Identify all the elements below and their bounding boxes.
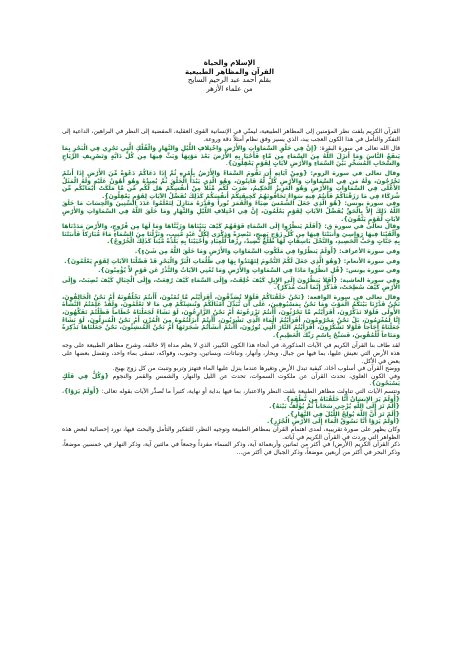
paragraph: وفي الكون العلوي، تحدث القرآن عن ملكوت السموات، تحدث عن الليل والنهار، والشمس والقمر والنجوم {وَكُلٌّ فِي فَلَكٍ يَسْبَحُونَ}. <box>62 372 400 388</box>
paragraph: وتتسم الآيات التي تناولت مظاهر الطبيعة بلفت النظر والاعتبار، بما فيها بداية أو نهاية، كتبرأ ما تُصدِّر الآيات بقوله تعالى: {أَوَلَمْ يَرَوْا}، {أَوَلَمْ يَرَ الإِنسَانُ أَنَّا خَلَقْنَاهُ مِن نُّطْفَةٍ}. <box>62 388 400 403</box>
paragraph: {أَلَمْ تَرَ إِلَى اللَّهِ يُزْجِي سَحَاباً ثُمَّ يُؤَلِّفُ بَيْنَهُ}. <box>269 403 400 411</box>
paragraph: ذكر القرآن الكريم (الأرض) في أكثر من ثمانين وأربعمائة آية، وذكر السماء مفرداً وجمعاً في مائتين آية، وذكر النهار في خمسين موضعاً، وذكر البحر في أكثر من أربعين موضعاً، وذكر الجبال في أكثر من... <box>62 441 400 456</box>
paragraph: وقال تعالى في سورة الواقعة: {نَحْنُ خَلَقْنَاكُمْ فَلَوْلا تُصَدِّقُونَ، أَفَرَأَيْتُم مَّا تُمْنُونَ، أَأَنتُمْ تَخْلُقُونَهُ أَمْ نَحْنُ الْخَالِقُونَ، نَحْنُ قَدَّرْنَا بَيْنَكُمُ الْمَوْتَ وَمَا نَحْنُ بِمَسْبُوقِينَ، عَلَى أَن نُّبَدِّلَ أَمْثَالَكُمْ وَنُنشِئَكُمْ فِي مَا لا تَعْلَمُونَ، وَلَقَدْ عَلِمْتُمُ النَّشْأَةَ الأُولَى فَلَوْلا تَذَكَّرُونَ، أَفَرَأَيْتُم مَّا تَحْرُثُونَ، أَأَنتُمْ تَزْرَعُونَهُ أَمْ نَحْنُ الزَّارِعُونَ، لَوْ نَشَاءُ لَجَعَلْنَاهُ حُطَاماً فَظَلْتُمْ تَفَكَّهُونَ، إِنَّا لَمُغْرَمُونَ، بَلْ نَحْنُ مَحْرُومُونَ، أَفَرَأَيْتُمُ الْمَاءَ الَّذِي تَشْرَبُونَ، أَأَنتُمْ أَنزَلْتُمُوهُ مِنَ الْمُزْنِ أَمْ نَحْنُ الْمُنزِلُونَ، لَوْ نَشَاءُ جَعَلْنَاهُ أُجَاجاً فَلَوْلا تَشْكُرُونَ، أَفَرَأَيْتُمُ النَّارَ الَّتِي تُورُونَ، أَأَنتُمْ أَنشَأْتُمْ شَجَرَتَهَا أَمْ نَحْنُ الْمُنشِئُونَ، نَحْنُ جَعَلْنَاهَا تَذْكِرَةً وَمَتَاعاً لِّلْمُقْوِينَ، فَسَبِّحْ بِاسْمِ رَبِّكَ الْعَظِيمِ}. <box>62 293 400 339</box>
verse-quote: {أَوَلَمْ يَرَوْا} <box>63 388 100 395</box>
paragraph: وفي سورة الأنعام: {وَهُوَ الَّذِي جَعَلَ لَكُمُ النُّجُومَ لِتَهْتَدُوا بِهَا فِي ظُلُمَاتِ الْبَرِّ وَالْبَحْرِ قَدْ فَصَّلْنَا الآيَاتِ لِقَوْمٍ يَعْلَمُونَ}. <box>64 257 400 265</box>
paragraph: وفي سورة الغاشية: {أَفَلاَ يَنظُرُونَ إِلَى الإِبِلِ كَيْفَ خُلِقَتْ، وَإِلَى السَّمَاءِ كَيْفَ رُفِعَتْ، وَإِلَى الْجِبَالِ كَيْفَ نُصِبَتْ، وَإِلَى الأَرْضِ كَيْفَ سُطِحَتْ، فَذَكِّرْ إِنَّمَا أَنتَ مُذَكِّرٌ}. <box>62 276 400 292</box>
verse-quote: {وَكُلٌّ فِي فَلَكٍ يَسْبَحُونَ} <box>62 372 400 388</box>
paragraph: وفي سورة يونس: {هُوَ الَّذِي جَعَلَ الشَّمْسَ ضِيَاءً وَالْقَمَرَ نُوراً وَقَدَّرَهُ مَنَازِلَ لِتَعْلَمُوا عَدَدَ السِّنِينَ وَالْحِسَابَ مَا خَلَقَ اللَّهُ ذَلِكَ إِلاَّ بِالْحَقِّ يُفَصِّلُ الآيَاتِ لِقَوْمٍ يَعْلَمُونَ، إِنَّ فِي اخْتِلافِ اللَّيْلِ وَالنَّهَارِ وَمَا خَلَقَ اللَّهُ فِي السَّمَاوَاتِ وَالأَرْضِ لآيَاتٍ لِّقَوْمٍ يَتَّقُونَ}. <box>62 200 400 223</box>
paragraph: وفي سورة يونس: {قُلِ انظُرُوا مَاذَا فِي السَّمَاوَاتِ وَالأَرْضِ وَمَا تُغْنِي الآيَاتُ وَالنُّذُرُ عَن قَوْمٍ لاَّ يُؤْمِنُونَ}. <box>98 267 400 275</box>
article-body <box>62 128 400 456</box>
verse-quote: {إِنَّ فِي خَلْقِ السَّمَاوَاتِ وَالأَرْضِ وَاخْتِلافِ اللَّيْلِ وَالنَّهَارِ وَالْفُلْكِ الَّتِي تَجْرِي فِي الْبَحْرِ بِمَا يَنفَعُ النَّاسَ وَمَا أَنزَلَ اللَّهُ مِنَ السَّمَاءِ مِن مَّاءٍ فَأَحْيَا بِهِ الأَرْضَ بَعْدَ مَوْتِهَا وَبَثَّ فِيهَا مِن كُلِّ دَابَّةٍ وَتَصْرِيفِ الرِّيَاحِ وَالسَّحَابِ الْمُسَخَّرِ بَيْنَ السَّمَاءِ وَالأَرْضِ لآيَاتٍ لِقَوْمٍ يَعْقِلُونَ} <box>62 145 400 168</box>
author-line: بقلم أحمد عبد الرحيم السايح <box>187 76 272 85</box>
verse-quote: {أَوَلَمْ يَرَ الإِنسَانُ أَنَّا خَلَقْنَاهُ مِن نُّطْفَةٍ} <box>285 395 400 403</box>
article-subtitle: القرآن والمظاهر الطبيعية <box>184 67 274 76</box>
paragraph: {أَلَمْ تَرَ أَنَّ اللَّهَ يُولِجُ اللَّيْلَ فِي النَّهَارِ}. <box>287 410 400 418</box>
paragraph: قال الله تعالى في سورة البقرة: {إِنَّ فِي خَلْقِ السَّمَاوَاتِ وَالأَرْضِ وَاخْتِلافِ اللَّيْلِ وَالنَّهَارِ وَالْفُلْكِ الَّتِي تَجْرِي فِي الْبَحْرِ بِمَا يَنفَعُ النَّاسَ وَمَا أَنزَلَ اللَّهُ مِنَ السَّمَاءِ مِن مَّاءٍ فَأَحْيَا بِهِ الأَرْضَ بَعْدَ مَوْتِهَا وَبَثَّ فِيهَا مِن كُلِّ دَابَّةٍ وَتَصْرِيفِ الرِّيَاحِ وَالسَّحَابِ الْمُسَخَّرِ بَيْنَ السَّمَاءِ وَالأَرْضِ لآيَاتٍ لِقَوْمٍ يَعْقِلُونَ}. <box>62 145 400 168</box>
paragraph: القرآن الكريم يلفت نظر المؤمنين إلى المظاهر الطبيعية، ليمنّي في الإنسانية القوى العقلية، المفضية إلى النظر في البراهين، الداعية إلى التفكر والتأمل في هذا الكون العجب يبد، الذي يسير وفق نظام أمثلاً دقة وروعة. <box>62 128 400 143</box>
paragraph: {أَوَلَمْ يَرَوْا أَنَّا نَسُوقُ الْمَاءَ إِلَى الأَرْضِ الْجُرُزِ}. <box>267 418 400 426</box>
article-header <box>0 0 459 93</box>
affiliation-line: من علماء الأزهر <box>206 84 253 93</box>
paragraph: وقال تعالى في سورة ق: {أَفَلَمْ يَنظُرُوا إِلَى السَّمَاءِ فَوْقَهُمْ كَيْفَ بَنَيْنَاهَا وَزَيَّنَّاهَا وَمَا لَهَا مِن فُرُوجٍ، وَالأَرْضَ مَدَدْنَاهَا وَأَلْقَيْنَا فِيهَا رَوَاسِيَ وَأَنبَتْنَا فِيهَا مِن كُلِّ زَوْجٍ بَهِيجٍ، تَبْصِرَةً وَذِكْرَى لِكُلِّ عَبْدٍ مُّنِيبٍ، وَنَزَّلْنَا مِنَ السَّمَاءِ مَاءً مُّبَارَكاً فَأَنبَتْنَا بِهِ جَنَّاتٍ وَحَبَّ الْحَصِيدِ، وَالنَّخْلَ بَاسِقَاتٍ لَّهَا طَلْعٌ نَّضِيدٌ، رِزْقاً لِّلْعِبَادِ وَأَحْيَيْنَا بِهِ بَلْدَةً مَّيْتاً كَذَلِكَ الْخُرُوجُ}. <box>62 223 400 246</box>
paragraph: لقد طاف بنا القرآن الكريم في الآيات المذكورة، في أنحاء هذا الكون الكبير، الذي لا يعلم مداه إلا خالقه، وشرح مظاهر الطبيعة على وجه هذه الأرض التي نعيش عليها، بما فيها من جبال، وبحار، وأنهار، ونباتات، وبساتين، وحبوب، وفواكه، تسقى بماء واحد، وتفضل بعضها على بعض في الأكل. <box>62 342 400 365</box>
paragraph: ووضح القرآن في أسلوب أخاذ، كيفية تبدل الأرض وتغيرها عندما ينزل عليها الماء فتهتز وتربو وتنبت من كل زوج بهيج. <box>112 365 400 373</box>
paragraph: وقال تعالى في سورة الروم: {وَمِنْ آيَاتِهِ أَن تَقُومَ السَّمَاءُ وَالأَرْضُ بِأَمْرِهِ ثُمَّ إِذَا دَعَاكُمْ دَعْوَةً مِّنَ الأَرْضِ إِذَا أَنتُمْ تَخْرُجُونَ، وَلَهُ مَن فِي السَّمَاوَاتِ وَالأَرْضِ كُلٌّ لَّهُ قَانِتُونَ، وَهُوَ الَّذِي يَبْدَأُ الْخَلْقَ ثُمَّ يُعِيدُهُ وَهُوَ أَهْوَنُ عَلَيْهِ وَلَهُ الْمَثَلُ الأَعْلَى فِي السَّمَاوَاتِ وَالأَرْضِ وَهُوَ الْعَزِيزُ الْحَكِيمُ، ضَرَبَ لَكُم مَّثَلاً مِنْ أَنفُسِكُمْ هَل لَّكُم مِّن مَّا مَلَكَتْ أَيْمَانُكُم مِّن شُرَكَاءَ فِي مَا رَزَقْنَاكُمْ فَأَنتُمْ فِيهِ سَوَاءٌ تَخَافُونَهُمْ كَخِيفَتِكُمْ أَنفُسَكُمْ كَذَلِكَ نُفَصِّلُ الآيَاتِ لِقَوْمٍ يَعْقِلُونَ}. <box>62 169 400 200</box>
paragraph: وفي سورة الأعراف: {أَوَلَمْ يَنظُرُوا فِي مَلَكُوتِ السَّمَاوَاتِ وَالأَرْضِ وَمَا خَلَقَ اللَّهُ مِن شَيْءٍ}. <box>134 247 400 255</box>
article-title: الإسلام والحياة <box>203 59 256 67</box>
paragraph: وكان يظهر على صورة تقريبية، لمدى اهتمام القرآن بمظاهر الطبيعة وتوجيه النظر، للتفكير والتأمل والبحث فيها، نورد إحصائية لبعض هذه الظواهر التي وردت في القرآن الكريم في آياته. <box>62 425 400 441</box>
